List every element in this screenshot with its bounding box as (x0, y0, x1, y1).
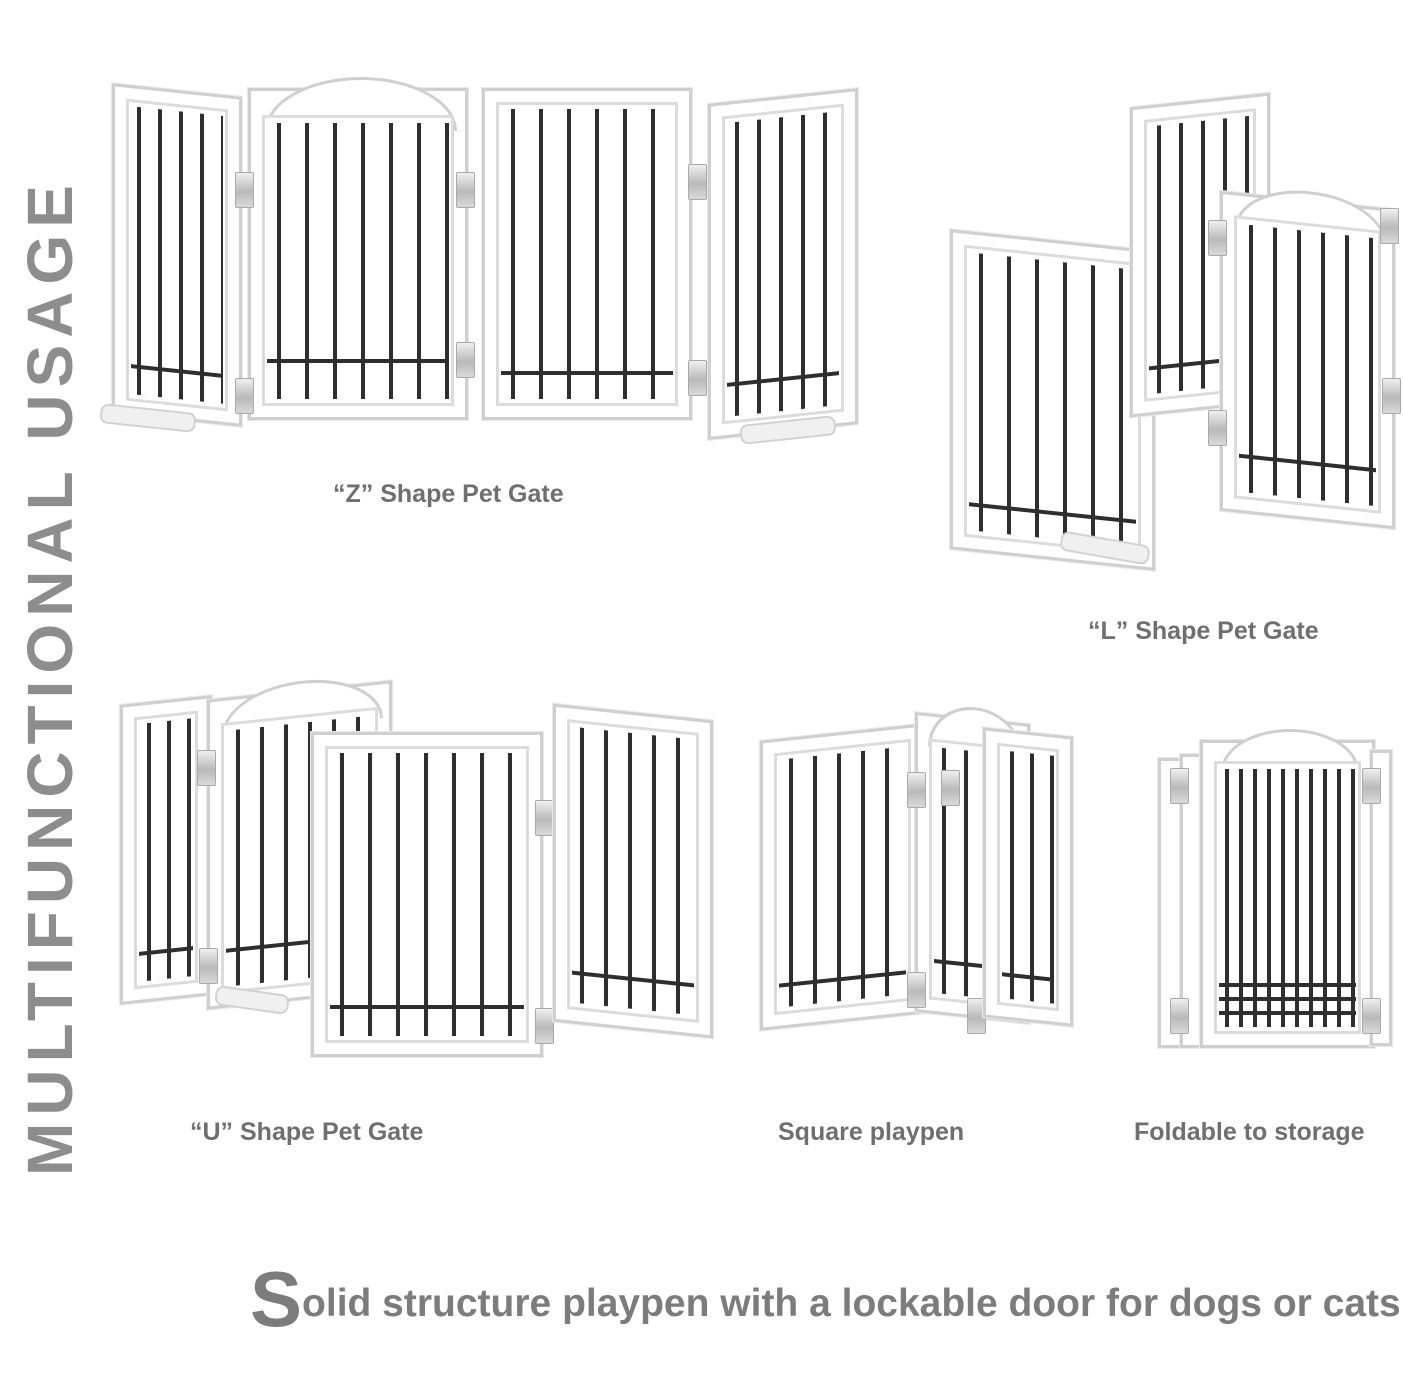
panel-bars (1239, 224, 1376, 506)
gate-panel (482, 88, 692, 420)
hinge-icon (688, 164, 707, 200)
caption-z-shape: “Z” Shape Pet Gate (333, 480, 564, 508)
hinge-icon (235, 378, 254, 414)
panel-bars (131, 106, 223, 404)
gate-panel (983, 727, 1073, 1026)
panel-bars (1002, 750, 1054, 1003)
latch-icon[interactable] (456, 172, 475, 208)
figure-square-playpen (755, 710, 1085, 1070)
gate-panel (112, 83, 242, 427)
figure-foldable (1150, 710, 1400, 1050)
gate-panel (311, 732, 543, 1057)
tagline (250, 1255, 1401, 1352)
hinge-icon (535, 1008, 554, 1044)
panel-bars (779, 746, 906, 1007)
panel-bars (330, 753, 524, 1036)
tagline-text: olid structure playpen with a lockable door for dogs or cats (302, 1282, 1401, 1325)
latch-icon[interactable] (1382, 378, 1401, 414)
gate-panel (708, 88, 858, 440)
panel-bars (727, 111, 839, 417)
gate-door-panel[interactable] (1220, 191, 1395, 529)
figure-z-shape (100, 60, 840, 460)
hinge-icon (197, 750, 216, 786)
tagline-dropcap: S (250, 1255, 303, 1343)
hinge-icon (1170, 998, 1189, 1034)
hinge-icon (907, 772, 926, 808)
panel-bars (969, 252, 1136, 548)
figure-l-shape (940, 90, 1403, 580)
hinge-icon (1208, 220, 1227, 256)
latch-icon[interactable] (941, 770, 960, 806)
caption-square-playpen: Square playpen (778, 1118, 965, 1146)
caption-l-shape: “L” Shape Pet Gate (1088, 617, 1319, 645)
caption-foldable: Foldable to storage (1134, 1118, 1365, 1146)
gate-panel (553, 704, 713, 1039)
gate-panel (760, 723, 925, 1030)
hinge-icon (235, 172, 254, 208)
latch-icon[interactable] (1380, 208, 1399, 244)
hinge-icon (535, 800, 554, 836)
hinge-icon (1362, 998, 1381, 1034)
panel-bars (572, 727, 694, 1016)
hinge-icon (1170, 768, 1189, 804)
gate-panel (950, 229, 1155, 571)
hinge-icon (688, 360, 707, 396)
latch-icon[interactable] (456, 342, 475, 378)
panel-bars (267, 123, 449, 399)
gate-door-panel[interactable] (1200, 740, 1375, 1048)
panel-bars (1219, 769, 1356, 1027)
hinge-icon (1208, 410, 1227, 446)
hinge-icon (199, 948, 218, 984)
figure-u-shape (115, 690, 725, 1080)
side-title-bar (0, 0, 92, 1380)
panel-bars (139, 718, 193, 982)
side-title-text: MULTIFUNCTIONAL USAGE (14, 178, 86, 1176)
caption-u-shape: “U” Shape Pet Gate (190, 1118, 424, 1146)
hinge-icon (907, 972, 926, 1008)
hinge-icon (1362, 768, 1381, 804)
panel-bars (501, 109, 673, 399)
gate-door-panel[interactable] (248, 88, 468, 420)
